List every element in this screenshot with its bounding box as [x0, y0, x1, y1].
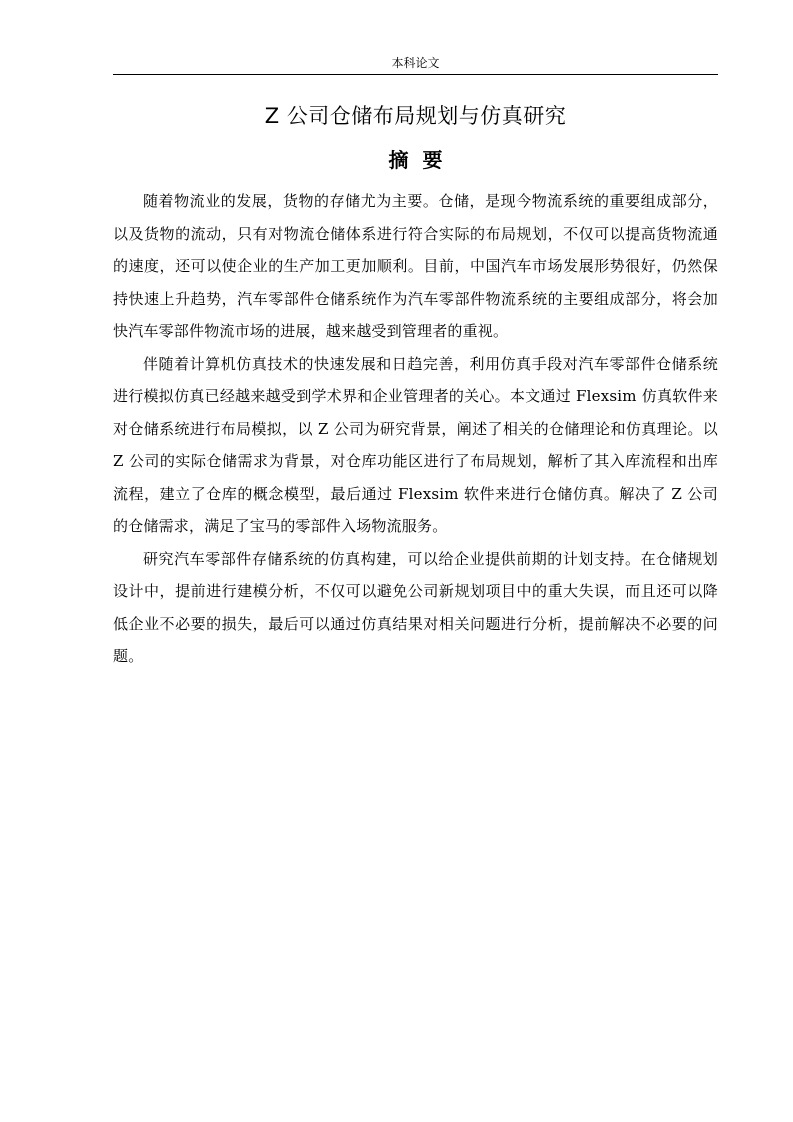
abstract-body	[113, 185, 718, 673]
header-label: 本科论文	[391, 56, 440, 70]
document-title: Z 公司仓储布局规划与仿真研究	[264, 104, 567, 128]
abstract-paragraph-3: 研究汽车零部件存储系统的仿真构建，可以给企业提供前期的计划支持。在仓储规划设计中，提前进行建模分析，不仅可以避免公司新规划项目中的重大失误，而且还可以降低企业不必要的损失，最后可以通过仿真结果对相关问题进行分析，提前解决不必要的问题。	[113, 549, 718, 665]
abstract-paragraph-1: 随着物流业的发展，货物的存储尤为主要。仓储，是现今物流系统的重要组成部分，以及货物的流动，只有对物流仓储体系进行符合实际的布局规划，不仅可以提高货物流通的速度，还可以使企业的生产加工更加顺利。目前，中国汽车市场发展形势很好，仍然保持快速上升趋势，汽车零部件仓储系统作为汽车零部件物流系统的主要组成部分，将会加快汽车零部件物流市场的进展，越来越受到管理者的重视。	[113, 192, 718, 340]
abstract-paragraph-2: 伴随着计算机仿真技术的快速发展和日趋完善，利用仿真手段对汽车零部件仓储系统进行模拟仿真已经越来越受到学术界和企业管理者的关心。本文通过 Flexsim 仿真软件来对仓储系统进行布局模拟，以 Z 公司为研究背景，阐述了相关的仓储理论和仿真理论。以 Z 公司的实际仓储需求为背景，对仓库功能区进行了布局规划，解析了其入库流程和出库流程，建立了仓库的概念模型，最后通过 Flexsim 软件来进行仓储仿真。解决了 Z 公司的仓储需求，满足了宝马的零部件入场物流服务。	[113, 354, 718, 535]
page-header	[113, 52, 718, 75]
abstract-heading: 摘要	[388, 148, 457, 172]
